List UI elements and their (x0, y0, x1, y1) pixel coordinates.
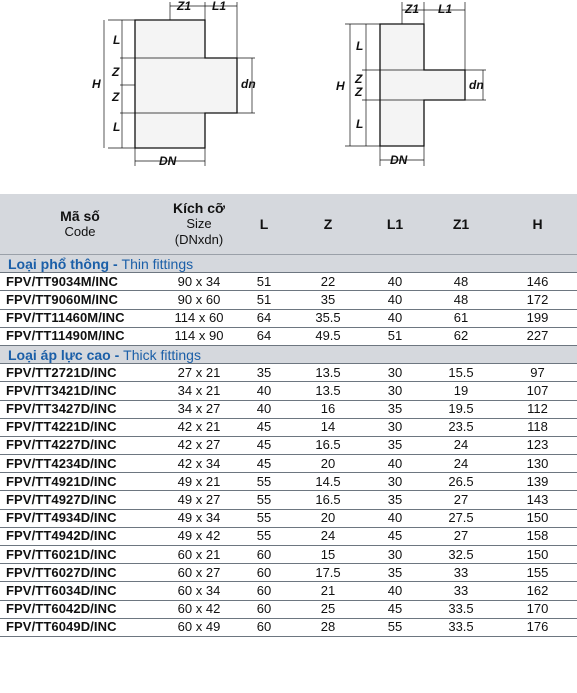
dim-l-label: L (113, 120, 121, 134)
dim-h-label: H (336, 79, 345, 93)
tee-diagrams (0, 0, 577, 190)
cell-l1: 30 (366, 418, 424, 436)
cell-l: 64 (238, 327, 290, 345)
group-header-row (0, 345, 577, 363)
table-row (0, 436, 577, 454)
cell-h: 227 (498, 327, 577, 345)
cell-l1: 40 (366, 582, 424, 600)
cell-size: 49 x 34 (160, 509, 238, 527)
table-row (0, 509, 577, 527)
dim-z-label: Z (355, 72, 363, 86)
cell-code: FPV/TT6021D/INC (0, 546, 160, 564)
cell-z1: 24 (424, 455, 498, 473)
dim-l1-label: L1 (212, 0, 227, 13)
cell-z1: 48 (424, 273, 498, 291)
cell-code: FPV/TT2721D/INC (0, 364, 160, 382)
cell-z1: 62 (424, 327, 498, 345)
dim-dn-small-label: dn (241, 77, 256, 91)
cell-l: 60 (238, 600, 290, 618)
cell-z1: 27.5 (424, 509, 498, 527)
cell-z: 25 (290, 600, 366, 618)
cell-size: 49 x 21 (160, 473, 238, 491)
dim-z-label: Z (112, 90, 120, 104)
cell-h: 162 (498, 582, 577, 600)
cell-l: 45 (238, 418, 290, 436)
cell-l1: 30 (366, 382, 424, 400)
group-title-en: Thin fittings (121, 255, 194, 272)
table-row (0, 527, 577, 545)
header-code (0, 194, 160, 255)
table-row (0, 382, 577, 400)
cell-h: 176 (498, 618, 577, 636)
header-l1: L1 (366, 194, 424, 255)
dim-l1-label: L1 (438, 2, 453, 16)
table-row (0, 455, 577, 473)
cell-z: 15 (290, 546, 366, 564)
cell-size: 60 x 27 (160, 564, 238, 582)
cell-l1: 40 (366, 509, 424, 527)
cell-code: FPV/TT4234D/INC (0, 455, 160, 473)
cell-z1: 33.5 (424, 618, 498, 636)
cell-l: 60 (238, 618, 290, 636)
cell-l: 51 (238, 291, 290, 309)
dim-dn-label: DN (159, 154, 177, 168)
cell-h: 112 (498, 400, 577, 418)
cell-code: FPV/TT9034M/INC (0, 273, 160, 291)
table-row (0, 491, 577, 509)
group-title-en: Thick fittings (123, 346, 201, 363)
cell-z1: 33 (424, 582, 498, 600)
cell-code: FPV/TT4942D/INC (0, 527, 160, 545)
table-row (0, 582, 577, 600)
cell-z1: 27 (424, 491, 498, 509)
cell-l: 35 (238, 364, 290, 382)
cell-size: 60 x 49 (160, 618, 238, 636)
cell-code: FPV/TT9060M/INC (0, 291, 160, 309)
cell-z: 49.5 (290, 327, 366, 345)
group-title-vi: Loại phổ thông - (8, 255, 122, 272)
cell-l1: 35 (366, 564, 424, 582)
cell-h: 199 (498, 309, 577, 327)
table-row (0, 400, 577, 418)
specification-table (0, 194, 577, 637)
cell-z: 17.5 (290, 564, 366, 582)
dim-z1-label: Z1 (405, 2, 420, 16)
cell-code: FPV/TT4221D/INC (0, 418, 160, 436)
header-code-vi: Mã số (60, 208, 100, 224)
cell-l: 55 (238, 491, 290, 509)
cell-size: 60 x 34 (160, 582, 238, 600)
cell-z: 13.5 (290, 364, 366, 382)
cell-h: 155 (498, 564, 577, 582)
cell-h: 143 (498, 491, 577, 509)
cell-code: FPV/TT11460M/INC (0, 309, 160, 327)
cell-h: 123 (498, 436, 577, 454)
cell-h: 172 (498, 291, 577, 309)
dim-l-label: L (356, 117, 364, 131)
cell-code: FPV/TT4227D/INC (0, 436, 160, 454)
cell-l: 45 (238, 455, 290, 473)
cell-z1: 48 (424, 291, 498, 309)
table-row (0, 564, 577, 582)
cell-size: 49 x 27 (160, 491, 238, 509)
cell-code: FPV/TT4921D/INC (0, 473, 160, 491)
cell-l1: 35 (366, 436, 424, 454)
table-row (0, 546, 577, 564)
cell-z1: 27 (424, 527, 498, 545)
cell-z: 13.5 (290, 382, 366, 400)
dim-dn-small-label: dn (469, 78, 484, 92)
group-title-vi: Loại áp lực cao - (8, 346, 124, 363)
cell-z1: 61 (424, 309, 498, 327)
header-code-en: Code (64, 224, 96, 239)
table-body (0, 255, 577, 637)
cell-z1: 23.5 (424, 418, 498, 436)
group-title (0, 255, 577, 273)
header-z1: Z1 (424, 194, 498, 255)
cell-size: 42 x 34 (160, 455, 238, 473)
cell-l1: 35 (366, 400, 424, 418)
cell-h: 170 (498, 600, 577, 618)
cell-l1: 45 (366, 600, 424, 618)
cell-z1: 32.5 (424, 546, 498, 564)
cell-h: 146 (498, 273, 577, 291)
cell-l1: 40 (366, 309, 424, 327)
cell-h: 130 (498, 455, 577, 473)
cell-size: 114 x 60 (160, 309, 238, 327)
header-size (160, 194, 238, 255)
cell-code: FPV/TT6034D/INC (0, 582, 160, 600)
group-header-row (0, 255, 577, 273)
cell-z1: 24 (424, 436, 498, 454)
header-h: H (498, 194, 577, 255)
cell-size: 60 x 42 (160, 600, 238, 618)
cell-size: 27 x 21 (160, 364, 238, 382)
cell-size: 60 x 21 (160, 546, 238, 564)
cell-l1: 45 (366, 527, 424, 545)
header-size-unit: (DNxdn) (174, 232, 224, 247)
cell-l1: 30 (366, 473, 424, 491)
cell-size: 90 x 60 (160, 291, 238, 309)
table-row (0, 600, 577, 618)
dim-h-label: H (92, 77, 101, 91)
cell-h: 150 (498, 509, 577, 527)
cell-l: 55 (238, 527, 290, 545)
cell-code: FPV/TT4927D/INC (0, 491, 160, 509)
dim-z-label: Z (355, 85, 363, 99)
cell-code: FPV/TT4934D/INC (0, 509, 160, 527)
cell-z: 24 (290, 527, 366, 545)
header-size-vi: Kích cỡ (173, 200, 225, 216)
header-z: Z (290, 194, 366, 255)
cell-l1: 51 (366, 327, 424, 345)
cell-size: 90 x 34 (160, 273, 238, 291)
cell-z1: 33.5 (424, 600, 498, 618)
cell-code: FPV/TT6049D/INC (0, 618, 160, 636)
cell-h: 118 (498, 418, 577, 436)
cell-size: 42 x 21 (160, 418, 238, 436)
cell-z1: 26.5 (424, 473, 498, 491)
cell-l: 60 (238, 582, 290, 600)
table-row (0, 473, 577, 491)
cell-h: 139 (498, 473, 577, 491)
cell-h: 150 (498, 546, 577, 564)
cell-z1: 33 (424, 564, 498, 582)
cell-z: 35.5 (290, 309, 366, 327)
cell-l: 51 (238, 273, 290, 291)
table-header-row (0, 194, 577, 255)
table-row (0, 273, 577, 291)
cell-l1: 55 (366, 618, 424, 636)
dim-z-label: Z (112, 65, 120, 79)
cell-size: 49 x 42 (160, 527, 238, 545)
dim-l-label: L (113, 33, 121, 47)
cell-z: 16.5 (290, 436, 366, 454)
cell-z: 35 (290, 291, 366, 309)
dim-l-label: L (356, 39, 364, 53)
cell-h: 107 (498, 382, 577, 400)
dim-z1-label: Z1 (177, 0, 192, 13)
cell-z: 20 (290, 455, 366, 473)
cell-l: 40 (238, 400, 290, 418)
cell-h: 158 (498, 527, 577, 545)
cell-z1: 19.5 (424, 400, 498, 418)
cell-z: 16.5 (290, 491, 366, 509)
cell-size: 34 x 21 (160, 382, 238, 400)
table-row (0, 309, 577, 327)
cell-code: FPV/TT3421D/INC (0, 382, 160, 400)
table-row (0, 418, 577, 436)
table-row (0, 327, 577, 345)
cell-l1: 40 (366, 455, 424, 473)
cell-z1: 19 (424, 382, 498, 400)
cell-z: 16 (290, 400, 366, 418)
table-row (0, 291, 577, 309)
cell-z: 21 (290, 582, 366, 600)
cell-size: 114 x 90 (160, 327, 238, 345)
header-l: L (238, 194, 290, 255)
cell-z: 20 (290, 509, 366, 527)
cell-code: FPV/TT6027D/INC (0, 564, 160, 582)
header-size-en: Size (186, 216, 212, 231)
cell-size: 42 x 27 (160, 436, 238, 454)
dim-dn-label: DN (390, 153, 408, 167)
cell-l1: 30 (366, 546, 424, 564)
cell-l: 55 (238, 473, 290, 491)
cell-l: 60 (238, 546, 290, 564)
tee-diagram-thick (0, 0, 577, 190)
cell-z: 22 (290, 273, 366, 291)
table-row (0, 618, 577, 636)
cell-size: 34 x 27 (160, 400, 238, 418)
cell-l: 55 (238, 509, 290, 527)
cell-l1: 30 (366, 364, 424, 382)
group-title (0, 345, 577, 363)
cell-l1: 35 (366, 491, 424, 509)
cell-l: 40 (238, 382, 290, 400)
cell-code: FPV/TT6042D/INC (0, 600, 160, 618)
cell-l: 60 (238, 564, 290, 582)
cell-z: 14.5 (290, 473, 366, 491)
cell-l: 64 (238, 309, 290, 327)
cell-code: FPV/TT3427D/INC (0, 400, 160, 418)
cell-h: 97 (498, 364, 577, 382)
table-row (0, 364, 577, 382)
cell-l1: 40 (366, 273, 424, 291)
cell-z: 28 (290, 618, 366, 636)
cell-l: 45 (238, 436, 290, 454)
cell-z: 14 (290, 418, 366, 436)
cell-l1: 40 (366, 291, 424, 309)
cell-z1: 15.5 (424, 364, 498, 382)
cell-code: FPV/TT11490M/INC (0, 327, 160, 345)
